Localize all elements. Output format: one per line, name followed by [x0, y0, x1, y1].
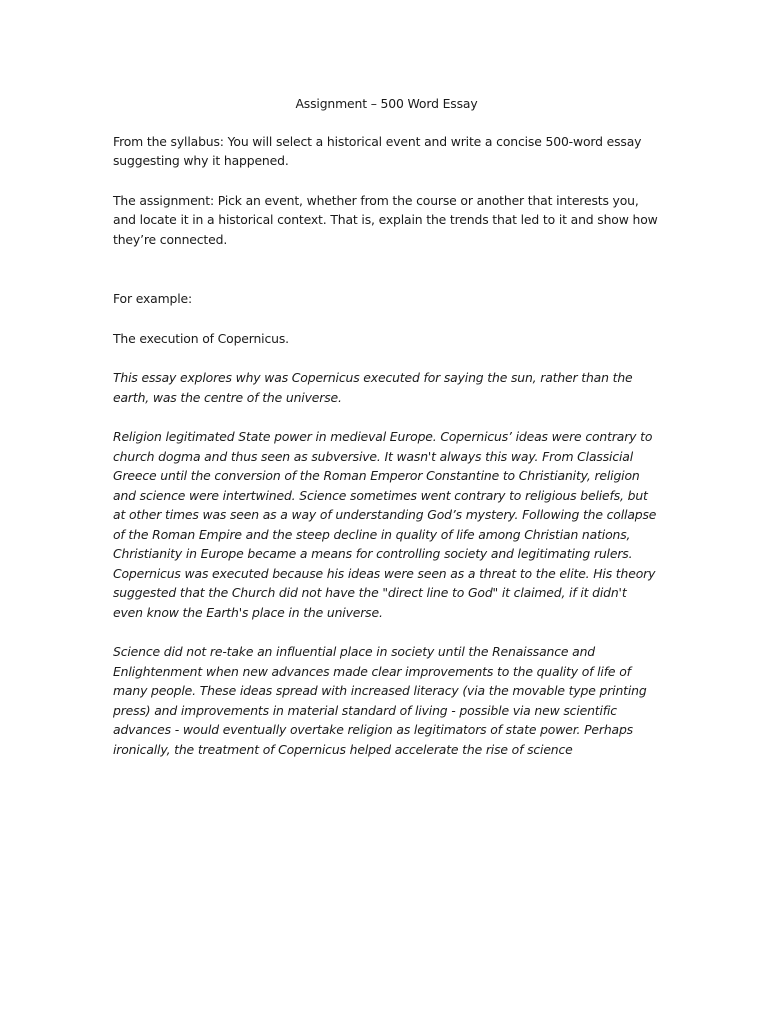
document-title: Assignment – 500 Word Essay	[295, 96, 478, 111]
assignment-paragraph: The assignment: Pick an event, whether from the course or another that interests you, and locate it in a historical context. That is, explain the trends that led to it and show how they’re connected.	[113, 192, 658, 247]
document-page	[113, 94, 658, 759]
syllabus-paragraph: From the syllabus: You will select a historical event and write a concise 500-word essay suggesting why it happened.	[113, 133, 642, 168]
essay-body-paragraph-2: Science did not re-take an influential place in society until the Renaissance and Enlightenment when new advances made clear improvements to the quality of life of many people. These ideas spread with increased literacy (via the movable type printing press) and improvements in material standard of living - possible via new scientific advances - would eventually overtake religion as legitimators of state power. Perhaps ironically, the treatment of Copernicus helped accelerate the rise of science	[113, 644, 647, 757]
example-label: For example:	[113, 291, 193, 306]
essay-body-paragraph-1: Religion legitimated State power in medieval Europe. Copernicus’ ideas were contrary to church dogma and thus seen as subversive. It wasn't always this way. From Classicial Greece until the conversion of the Roman Emperor Constantine to Christianity, religion and science were intertwined. Science sometimes went contrary to religious beliefs, but at other times was seen as a way of understanding God’s mystery. Following the collapse of the Roman Empire and the steep decline in quality of life among Christian nations, Christianity in Europe became a means for controlling society and legitimating rulers. Copernicus was executed because his ideas were seen as a threat to the elite. His theory suggested that the Church did not have the "direct line to God" it claimed, if it didn't even know the Earth's place in the universe.	[113, 429, 657, 620]
essay-intro-paragraph: This essay explores why was Copernicus executed for saying the sun, rather than the earth, was the centre of the universe.	[113, 370, 633, 405]
example-title: The execution of Copernicus.	[113, 330, 289, 346]
